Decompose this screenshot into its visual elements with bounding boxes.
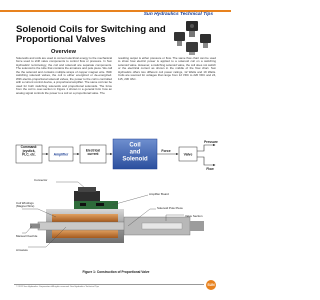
overview-left-column: Solenoids and coils are used to convert electrical energy to the mechanical force used to shift valve components to control flow or pressure. In Sun Hydraulics' terminology, the coil and solenoid are separate components. The solenoid is the tube that contains the armature and pole piece. We call the the solenoid and contains multiple wraps of copper magnet wire. With switching solenoid valves, the coil is either energized or de-energized. With electro-proportional solenoid valves, the power to the coil is controlled with a current control device, a proportional amplifier. The same coil can be used for both switching solenoids and proportional solenoids. The force from the coil is over-section in Figure 1 shown in a general form how an analog signal controls the power to a coil on a proportional valve. The xyxy=(16,57,112,95)
signal-flow-diagram xyxy=(14,137,218,177)
valve-nose xyxy=(190,221,204,231)
valve-spool xyxy=(142,223,182,229)
callout-armature: Armature xyxy=(16,248,28,252)
valve-label: Valve xyxy=(183,152,193,157)
pressure-label: Pressure xyxy=(204,140,218,144)
overview-heading: Overview xyxy=(51,49,76,55)
callout-coil-windings: Coil Windings (Magnet Wire) xyxy=(16,201,35,209)
footer-text: © 2011 Sun Hydraulics Corporation. All rights reserved. Sun Hydraulics Technical Tips xyxy=(16,286,100,288)
flow-label: Flow xyxy=(206,167,214,171)
callout-manual-override: Manual Override xyxy=(16,234,38,238)
amplifier-label: Amplifier xyxy=(53,152,69,157)
valve-cutaway-drawing xyxy=(16,177,216,269)
coil-windings-top xyxy=(52,214,118,222)
header-tips-label: Sun Hydraulics Technical Tips xyxy=(143,12,213,17)
force-label: Force xyxy=(161,149,171,153)
product-photo xyxy=(172,18,216,56)
connector-cap xyxy=(78,187,96,192)
callout-valve-section: Valve Section xyxy=(185,213,203,218)
arrow-pressure xyxy=(197,145,215,151)
sun-logo: SUN xyxy=(206,280,216,290)
callout-connector: Connector xyxy=(34,178,48,182)
footer-rule xyxy=(14,284,204,285)
construction-figure xyxy=(16,177,216,285)
manual-override-part xyxy=(30,224,40,229)
page-title: Solenoid Coils for Switching and Proportional Valves xyxy=(16,24,166,46)
arrow-flow xyxy=(197,157,215,165)
callout-amplifier-board: Amplifier Board xyxy=(149,191,169,196)
coil-solenoid-label: Coil and Solenoid xyxy=(122,142,148,163)
overview-right-column: resulting output is either pressure or flow. The same flow chart can be used to show how electric power is applied to a solenoid coil on a switching solenoid valve. However, a switching solenoid valve, the coil does not switch or the electrical current as shown in the middle of the flow chart. Sun Hydraulics offers two different coil power ratings, 12 Watts and 19 Watts. Coils are sourced for voltages that range from 12 VDC to 220 VDC and 24, 115, 230 VAC. xyxy=(118,57,216,81)
callout-pole-piece: Solenoid Pole Piece xyxy=(157,205,183,210)
board-chip xyxy=(80,203,86,206)
command-text: Command: joystick, PLC, etc. xyxy=(20,144,38,157)
current-label: Electrical current xyxy=(85,148,101,157)
board-chip xyxy=(96,203,104,206)
connector-part xyxy=(74,191,100,201)
figure-caption: Figure 1: Construction of Proportional Valve xyxy=(82,270,150,274)
solenoid-tube xyxy=(38,222,138,230)
